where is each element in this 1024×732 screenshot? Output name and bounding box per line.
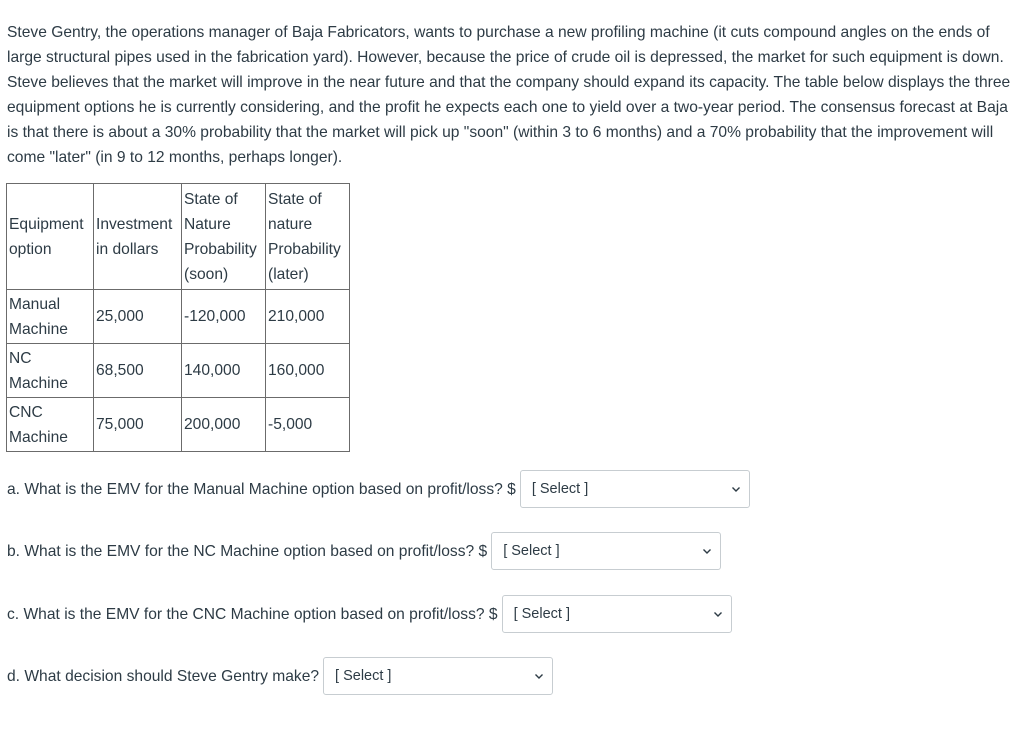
cell-investment: 68,500 <box>94 344 182 398</box>
header-prob-soon: State of Nature Probability (soon) <box>182 184 266 290</box>
question-intro: Steve Gentry, the operations manager of Baja Fabricators, wants to purchase a new profiling machine (it cuts compound angles on the ends of large structural pipes used in the fabrication yard). However, because the price of crude oil is depressed, the market for such equipment is down. Steve believes that the market will improve in the near future and that the company should expand its capacity. The table below displays the three equipment options he is currently considering, and the profit he expects each one to yield over a two-year period. The consensus forecast at Baja is that there is about a 30% probability that the market will pick up "soon" (within 3 to 6 months) and a 70% probability that the improvement will come "later" (in 9 to 12 months, perhaps longer). <box>7 24 1011 166</box>
question-d <box>7 657 553 695</box>
select-value: [ Select ] <box>531 480 589 497</box>
question-c-select[interactable] <box>502 595 732 633</box>
question-b-select[interactable] <box>491 532 721 570</box>
question-a-text: a. What is the EMV for the Manual Machine option based on profit/loss? $ <box>7 480 516 498</box>
select-value: [ Select ] <box>513 605 570 622</box>
cell-investment: 25,000 <box>94 290 182 344</box>
chevron-down-icon <box>702 546 712 556</box>
question-b-text: b. What is the EMV for the NC Machine option based on profit/loss? $ <box>7 542 488 560</box>
cell-option: CNC Machine <box>7 398 94 452</box>
question-a <box>7 470 750 508</box>
cell-later: 210,000 <box>266 290 350 344</box>
table-row <box>7 398 350 452</box>
cell-soon: 200,000 <box>182 398 266 452</box>
question-d-select[interactable] <box>323 657 553 695</box>
table-header-row <box>7 184 350 290</box>
cell-soon: 140,000 <box>182 344 266 398</box>
chevron-down-icon <box>713 609 723 619</box>
question-b <box>7 532 721 570</box>
header-investment: Investment in dollars <box>94 184 182 290</box>
chevron-down-icon <box>534 671 544 681</box>
table-row <box>7 344 350 398</box>
question-c <box>7 595 732 633</box>
cell-investment: 75,000 <box>94 398 182 452</box>
question-c-text: c. What is the EMV for the CNC Machine option based on profit/loss? $ <box>7 605 498 623</box>
question-d-text: d. What decision should Steve Gentry make? <box>7 667 320 685</box>
table-row <box>7 290 350 344</box>
question-a-select[interactable] <box>520 470 750 508</box>
header-prob-later: State of nature Probability (later) <box>266 184 350 290</box>
select-value: [ Select ] <box>503 542 560 559</box>
chevron-down-icon <box>731 484 741 494</box>
cell-soon: -120,000 <box>182 290 266 344</box>
cell-option: NC Machine <box>7 344 94 398</box>
cell-later: -5,000 <box>266 398 350 452</box>
cell-later: 160,000 <box>266 344 350 398</box>
select-value: [ Select ] <box>335 667 392 684</box>
equipment-options-table <box>6 183 350 452</box>
header-equipment-option: Equipment option <box>7 184 94 290</box>
cell-option: Manual Machine <box>7 290 94 344</box>
